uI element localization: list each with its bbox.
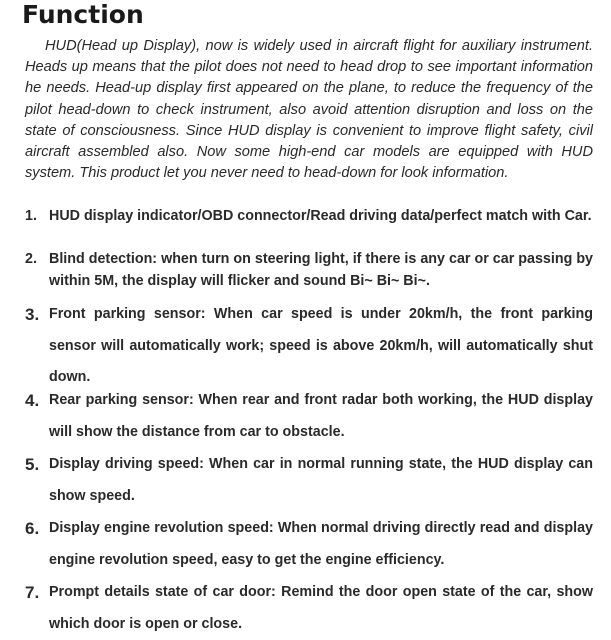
list-item-number: 1. bbox=[25, 208, 37, 224]
list-item-4 bbox=[25, 385, 593, 448]
list-item-text: Prompt details state of car door: Remind the door open state of the car, show which door is open or close. bbox=[49, 584, 593, 632]
list-item-text: Blind detection: when turn on steering light, if there is any car or car passing by within 5M, the display will flicker and sound Bi~ Bi~ Bi~. bbox=[49, 251, 593, 289]
list-item-number: 4. bbox=[25, 391, 40, 410]
list-item-text: Front parking sensor: When car speed is under 20km/h, the front parking sensor will automatically work; speed is above 20km/h, will automatically shut down. bbox=[49, 306, 593, 385]
page-title: Function bbox=[22, 0, 144, 29]
intro-paragraph: HUD(Head up Display), now is widely used in aircraft flight for auxiliary instrument. Heads up means that the pilot does not need to head drop to see important information he needs. Head-up display first appeared on the plane, to reduce the frequency of the pilot head-down to check instrument, also avoid attention disruption and loss on the state of consciousness. Since HUD display is convenient to improve flight safety, civil aircraft assembled also. Now some high-end car models are equipped with HUD system. This product let you never need to head-down for look information. bbox=[25, 38, 593, 182]
list-item-number: 5. bbox=[25, 455, 40, 474]
list-item-2 bbox=[25, 249, 593, 292]
list-item-5 bbox=[25, 449, 593, 512]
list-item-6 bbox=[25, 513, 593, 576]
list-item-number: 7. bbox=[25, 583, 40, 602]
list-item-7 bbox=[25, 577, 593, 640]
list-item-text: HUD display indicator/OBD connector/Read driving data/perfect match with Car. bbox=[49, 208, 592, 224]
list-item-text: Rear parking sensor: When rear and front radar both working, the HUD display will show the distance from car to obstacle. bbox=[49, 392, 593, 440]
list-item-3 bbox=[25, 299, 593, 394]
list-item-text: Display engine revolution speed: When normal driving directly read and display engine revolution speed, easy to get the engine efficiency. bbox=[49, 520, 593, 568]
list-item-text: Display driving speed: When car in normal running state, the HUD display can show speed. bbox=[49, 456, 593, 504]
list-item-number: 3. bbox=[25, 305, 40, 324]
list-item-number: 6. bbox=[25, 519, 40, 538]
list-item-number: 2. bbox=[25, 251, 37, 267]
list-item-1 bbox=[25, 206, 593, 228]
